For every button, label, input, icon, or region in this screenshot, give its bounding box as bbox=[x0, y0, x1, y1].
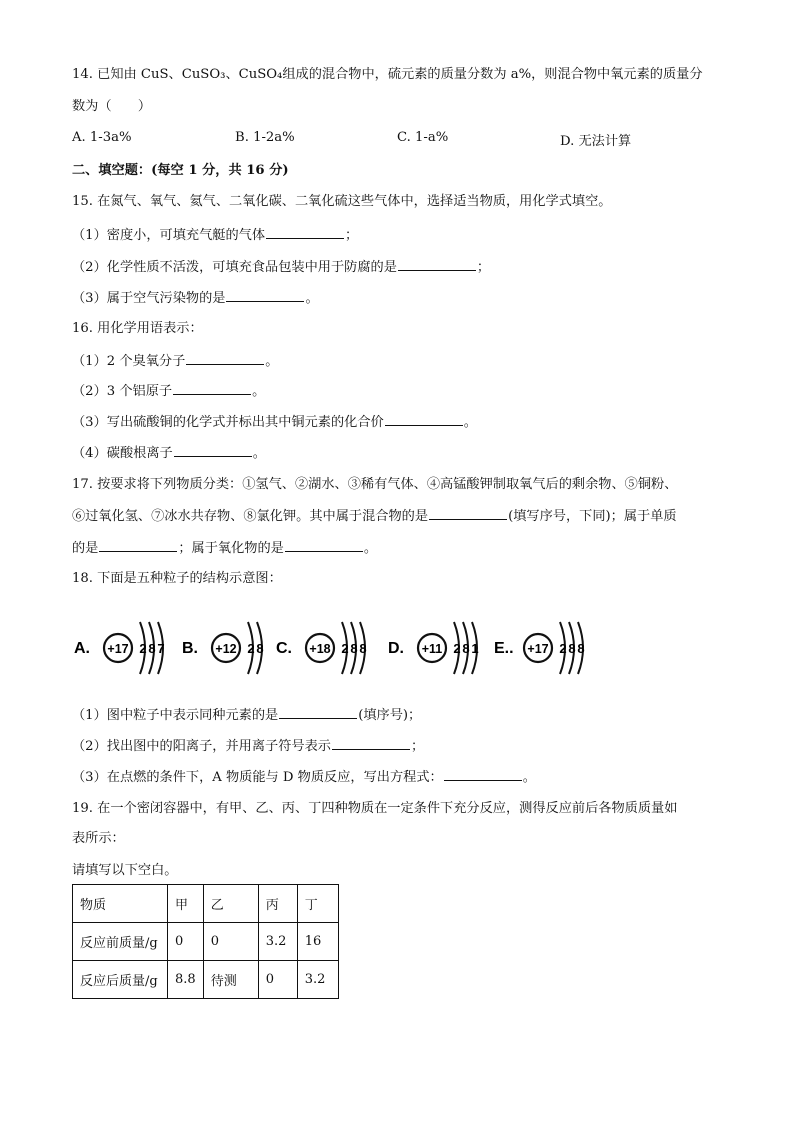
particle-a bbox=[74, 622, 165, 674]
table-cell: 8.8 bbox=[168, 961, 204, 999]
q18-part3 bbox=[72, 768, 536, 787]
shell-electron-count: 8 bbox=[148, 641, 156, 656]
q15-part3-text: （3）属于空气污染物的是 bbox=[72, 291, 226, 306]
table-header-cell: 物质 bbox=[73, 885, 168, 923]
shell-electron-count: 8 bbox=[350, 641, 358, 656]
answer-blank[interactable] bbox=[173, 382, 251, 395]
q18-part3-text: （3）在点燃的条件下，A 物质能与 D 物质反应，写出方程式： bbox=[72, 770, 443, 785]
answer-blank[interactable] bbox=[186, 352, 264, 365]
particle-label: D. bbox=[388, 640, 404, 657]
answer-blank[interactable] bbox=[429, 507, 507, 520]
nucleus-charge: +17 bbox=[107, 642, 129, 656]
q15-part1-punct: ； bbox=[345, 228, 359, 243]
nucleus-charge: +11 bbox=[421, 642, 443, 656]
answer-blank[interactable] bbox=[279, 706, 357, 719]
q18-part1 bbox=[72, 706, 421, 725]
answer-blank[interactable] bbox=[226, 289, 304, 302]
q17-line3-punct: 。 bbox=[363, 541, 378, 556]
particle-label: B. bbox=[182, 640, 198, 657]
q15-part2-punct: ； bbox=[476, 260, 491, 275]
table-cell: 0 bbox=[168, 923, 204, 961]
q17-stem-line1: 17. 按要求将下列物质分类：①氢气、②湖水、③稀有气体、④高锰酸钾制取氧气后的剩余物、⑤铜粉、 bbox=[72, 477, 678, 492]
q18-part2-punct: ； bbox=[410, 739, 425, 754]
q14-option-b: B. 1-2a% bbox=[235, 130, 295, 145]
shell-electron-count: 2 bbox=[247, 641, 255, 656]
q19-stem-line2: 表所示： bbox=[72, 831, 125, 846]
q15-stem: 15. 在氮气、氧气、氦气、二氧化碳、二氧化硫这些气体中，选择适当物质，用化学式填空。 bbox=[72, 194, 612, 209]
q17-stem-line2 bbox=[72, 507, 677, 526]
shell-electron-count: 8 bbox=[256, 641, 264, 656]
table-header-cell: 乙 bbox=[203, 885, 258, 923]
q16-part2-text: （2）3 个铝原子 bbox=[72, 384, 173, 399]
q18-part2-text: （2）找出图中的阳离子，并用离子符号表示 bbox=[72, 739, 331, 754]
q16-part3-punct: 。 bbox=[463, 415, 477, 430]
nucleus-charge: +18 bbox=[309, 642, 331, 656]
answer-blank[interactable] bbox=[444, 768, 522, 781]
q18-stem: 18. 下面是五种粒子的结构示意图： bbox=[72, 571, 282, 586]
particle-diagrams bbox=[74, 622, 585, 674]
q18-part1-text: （1）图中粒子中表示同种元素的是 bbox=[72, 708, 279, 723]
q15-part3 bbox=[72, 289, 319, 308]
particle-label: E.. bbox=[494, 640, 514, 657]
q18-part1-punct: (填序号)； bbox=[358, 708, 422, 723]
particle-e bbox=[494, 622, 585, 674]
answer-blank[interactable] bbox=[385, 413, 463, 426]
table-header-cell: 丙 bbox=[258, 885, 297, 923]
table-header-row bbox=[73, 885, 339, 923]
particle-label: A. bbox=[74, 640, 90, 657]
table-row bbox=[73, 961, 339, 999]
q14-option-d: D. 无法计算 bbox=[560, 134, 632, 149]
shell-electron-count: 1 bbox=[471, 641, 479, 656]
answer-blank[interactable] bbox=[332, 737, 410, 750]
shell-electron-count: 2 bbox=[559, 641, 567, 656]
table-cell: 3.2 bbox=[297, 961, 338, 999]
table-cell: 16 bbox=[297, 923, 338, 961]
nucleus-charge: +17 bbox=[527, 642, 549, 656]
q16-part3-text: （3）写出硫酸铜的化学式并标出其中铜元素的化合价 bbox=[72, 415, 384, 430]
q16-part2-punct: 。 bbox=[252, 384, 266, 399]
answer-blank[interactable] bbox=[285, 539, 363, 552]
q15-part2 bbox=[72, 258, 490, 277]
particle-c bbox=[276, 622, 367, 674]
section-title: 二、填空题：(每空 1 分，共 16 分) bbox=[72, 163, 289, 178]
q16-part1-punct: 。 bbox=[265, 354, 279, 369]
q18-part2 bbox=[72, 737, 424, 756]
q17-line3-text: 的是 bbox=[72, 541, 99, 556]
q15-part1 bbox=[72, 226, 358, 245]
nucleus-charge: +12 bbox=[215, 642, 237, 656]
table-header-cell: 甲 bbox=[168, 885, 204, 923]
shell-electron-count: 2 bbox=[139, 641, 147, 656]
q16-part3 bbox=[72, 413, 477, 432]
table-cell: 0 bbox=[203, 923, 258, 961]
particle-structure-figure bbox=[70, 606, 590, 690]
answer-blank[interactable] bbox=[174, 444, 252, 457]
q17-stem-line3 bbox=[72, 539, 377, 558]
q18-part3-punct: 。 bbox=[522, 770, 536, 785]
table-cell: 0 bbox=[258, 961, 297, 999]
q19-stem-line1: 19. 在一个密闭容器中，有甲、乙、丙、丁四种物质在一定条件下充分反应，测得反应前后各物质质量如 bbox=[72, 801, 678, 816]
q15-part1-text: （1）密度小，可填充气艇的气体 bbox=[72, 228, 266, 243]
q16-stem: 16. 用化学用语表示： bbox=[72, 321, 203, 336]
q14-option-c: C. 1-a% bbox=[397, 130, 449, 145]
q16-part4 bbox=[72, 444, 266, 463]
particle-d bbox=[388, 622, 479, 674]
shell-electron-count: 2 bbox=[453, 641, 461, 656]
q19-instruction: 请填写以下空白。 bbox=[72, 863, 178, 878]
q14-option-a: A. 1-3a% bbox=[72, 130, 132, 145]
q17-line3-text2: ；属于氧化物的是 bbox=[178, 541, 284, 556]
shell-electron-count: 7 bbox=[157, 641, 165, 656]
table-header-cell: 丁 bbox=[297, 885, 338, 923]
answer-blank[interactable] bbox=[99, 539, 177, 552]
table-cell: 反应后质量/g bbox=[73, 961, 168, 999]
q14-stem-line2: 数为（ ） bbox=[72, 99, 152, 114]
q15-part3-punct: 。 bbox=[305, 291, 319, 306]
answer-blank[interactable] bbox=[398, 258, 476, 271]
table-cell: 待测 bbox=[203, 961, 258, 999]
mass-table bbox=[72, 884, 339, 999]
q17-line2-text: ⑥过氧化氢、⑦冰水共存物、⑧氯化钾。其中属于混合物的是 bbox=[72, 509, 429, 524]
table-row bbox=[73, 923, 339, 961]
q15-part2-text: （2）化学性质不活泼，可填充食品包装中用于防腐的是 bbox=[72, 260, 397, 275]
table-cell: 反应前质量/g bbox=[73, 923, 168, 961]
shell-electron-count: 8 bbox=[462, 641, 470, 656]
q16-part1 bbox=[72, 352, 278, 371]
particle-label: C. bbox=[276, 640, 292, 657]
shell-electron-count: 8 bbox=[577, 641, 585, 656]
particle-b bbox=[182, 622, 264, 674]
q14-stem-line1: 14. 已知由 CuS、CuSO₃、CuSO₄组成的混合物中，硫元素的质量分数为 a%，则混合物中氧元素的质量分 bbox=[72, 67, 703, 82]
q16-part4-text: （4）碳酸根离子 bbox=[72, 446, 173, 461]
table-cell: 3.2 bbox=[258, 923, 297, 961]
shell-electron-count: 8 bbox=[568, 641, 576, 656]
q16-part2 bbox=[72, 382, 265, 401]
shell-electron-count: 8 bbox=[359, 641, 367, 656]
answer-blank[interactable] bbox=[266, 226, 344, 239]
q17-line2-text2: (填写序号，下同)；属于单质 bbox=[508, 509, 677, 524]
shell-electron-count: 2 bbox=[341, 641, 349, 656]
q16-part4-punct: 。 bbox=[252, 446, 266, 461]
q16-part1-text: （1）2 个臭氧分子 bbox=[72, 354, 186, 369]
